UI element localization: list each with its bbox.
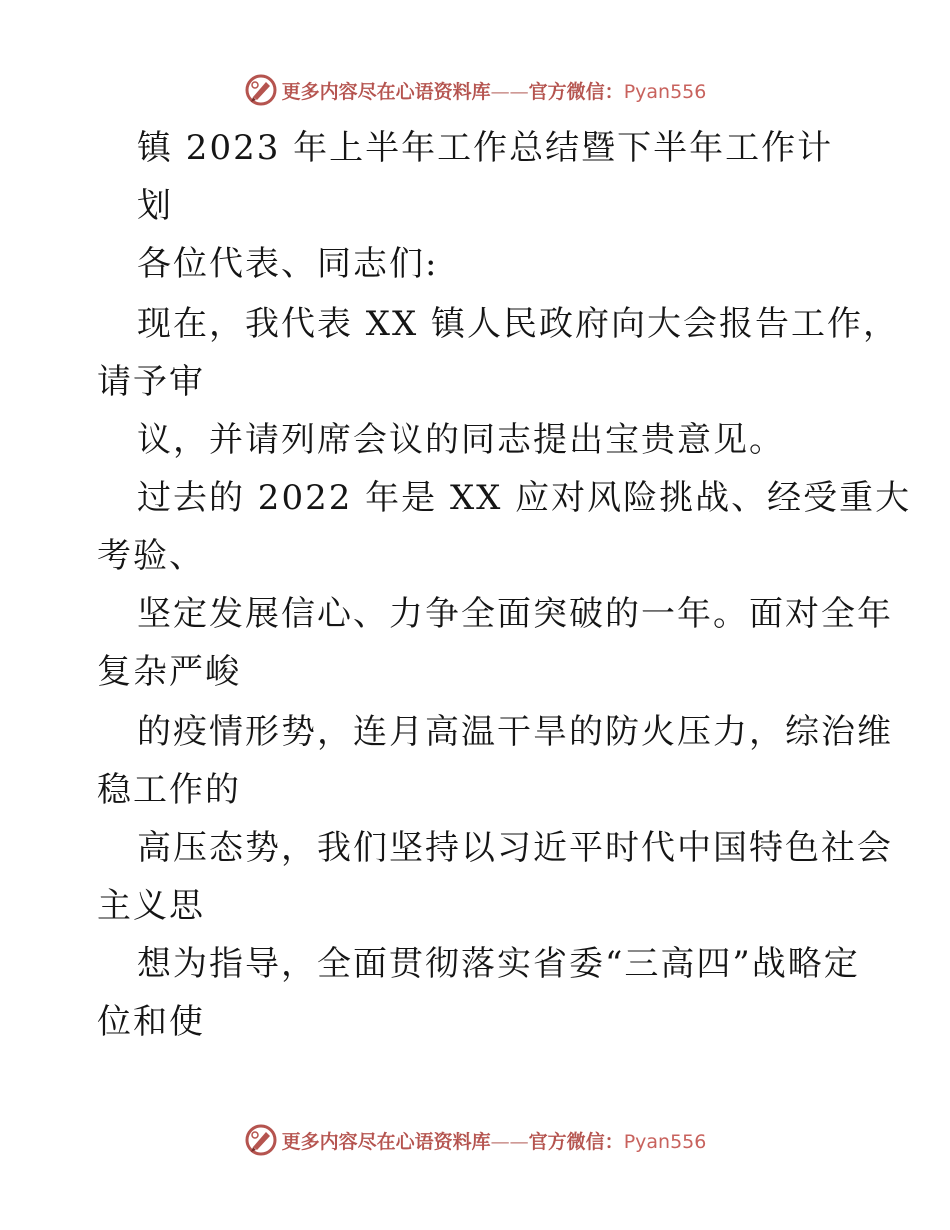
watermark-separator: —— [490, 80, 529, 103]
body-line: 过去的 2022 年是 XX 应对风险挑战、经受重大 [137, 478, 912, 518]
footer-watermark [0, 1120, 950, 1160]
document-title-line-2: 划 [137, 186, 173, 226]
body-line: 考验、 [97, 536, 205, 576]
body-line: 现在，我代表 XX 镇人民政府向大会报告工作， [137, 304, 900, 344]
watermark-site: 更多内容尽在心语资料库 [281, 80, 491, 103]
body-line: 想为指导，全面贯彻落实省委“三高四”战略定 [137, 944, 860, 984]
header-watermark [0, 70, 950, 110]
body-line: 高压态势，我们坚持以习近平时代中国特色社会 [137, 828, 893, 868]
body-line: 复杂严峻 [97, 652, 241, 692]
body-line: 坚定发展信心、力争全面突破的一年。面对全年 [137, 594, 893, 634]
body-line: 议，并请列席会议的同志提出宝贵意见。 [137, 420, 785, 460]
watermark-wechat-id: Pyan556 [623, 1130, 707, 1153]
body-line: 主义思 [97, 886, 205, 926]
watermark-wechat-label: 官方微信： [528, 1130, 624, 1153]
pen-logo-icon [244, 73, 278, 107]
watermark-wechat-label: 官方微信： [528, 80, 624, 103]
watermark-wechat-id: Pyan556 [623, 80, 707, 103]
document-title-line-1: 镇 2023 年上半年工作总结暨下半年工作计 [137, 128, 834, 168]
watermark-site: 更多内容尽在心语资料库 [281, 1130, 491, 1153]
body-line: 请予审 [97, 362, 205, 402]
body-line: 稳工作的 [97, 770, 241, 810]
watermark-text [282, 77, 707, 104]
watermark-text [282, 1127, 707, 1154]
watermark-separator: —— [490, 1130, 529, 1153]
body-line: 位和使 [97, 1002, 205, 1042]
pen-logo-icon [244, 1123, 278, 1157]
body-line: 的疫情形势，连月高温干旱的防火压力，综治维 [137, 712, 893, 752]
body-line: 各位代表、同志们: [137, 244, 439, 284]
